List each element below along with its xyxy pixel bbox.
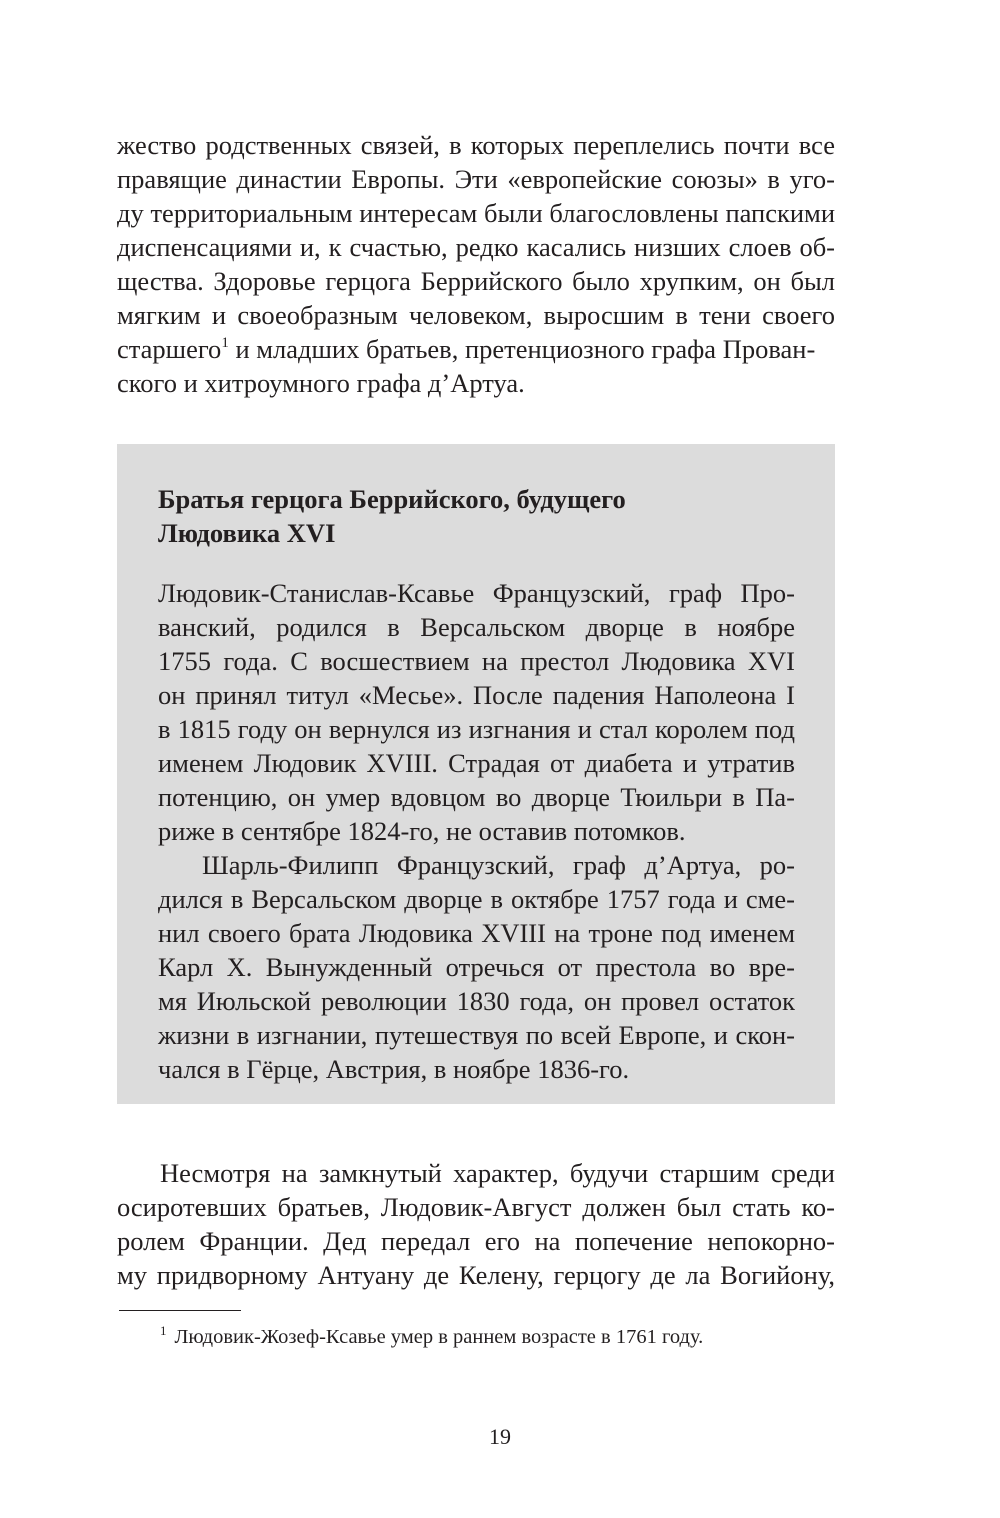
text-line: он принял титул «Месье». После падения Наполеона I bbox=[158, 680, 795, 710]
text-line: ванский, родился в Версальском дворце в ноябре bbox=[158, 612, 795, 642]
text-line: жество родственных связей, в которых переплелись почти все bbox=[117, 130, 835, 160]
text-line: диспенсациями и, к счастью, редко касались низших слоев об- bbox=[117, 232, 835, 262]
text-line: правящие династии Европы. Эти «европейские союзы» в уго- bbox=[117, 164, 835, 194]
text-fragment: и младших братьев, претенциозного графа Прован- bbox=[228, 334, 816, 364]
text-line: именем Людовик XVIII. Страдая от диабета и утратив bbox=[158, 748, 795, 778]
page-number: 19 bbox=[489, 1424, 511, 1449]
text-line: щества. Здоровье герцога Беррийского было хрупким, он был bbox=[117, 266, 835, 296]
text-line: осиротевших братьев, Людовик-Август должен был стать ко- bbox=[117, 1192, 835, 1222]
text-line: дился в Версальском дворце в октябре 1757 года и сме- bbox=[158, 884, 795, 914]
footnote-text: Людовик-Жозеф-Ксавье умер в раннем возрасте в 1761 году. bbox=[174, 1326, 704, 1348]
text-line: ролем Франции. Дед передал его на попечение непокорно- bbox=[117, 1226, 835, 1256]
text-line: му придворному Антуану де Келену, герцогу де ла Вогийону, bbox=[117, 1260, 835, 1290]
text-line bbox=[117, 332, 835, 366]
footnote-mark: 1 bbox=[160, 1323, 167, 1338]
text-line: потенцию, он умер вдовцом во дворце Тюильри в Па- bbox=[158, 782, 795, 812]
text-line: жизни в изгнании, путешествуя по всей Европе, и скон- bbox=[158, 1020, 795, 1050]
text-line: риже в сентябре 1824-го, не оставив потомков. bbox=[158, 816, 686, 846]
text-line: в 1815 году он вернулся из изгнания и стал королем под bbox=[158, 714, 795, 744]
text-line: Несмотря на замкнутый характер, будучи старшим среди bbox=[160, 1158, 835, 1188]
sidebar-heading-line: Братья герцога Беррийского, будущего bbox=[158, 484, 626, 514]
sidebar-heading-line: Людовика XVI bbox=[158, 518, 336, 548]
text-line: ду территориальным интересам были благословлены папскими bbox=[117, 198, 835, 228]
text-line: нил своего брата Людовика XVIII на троне под именем bbox=[158, 918, 795, 948]
text-line: Шарль-Филипп Французский, граф д’Артуа, ро- bbox=[202, 850, 795, 880]
text-line: 1755 года. С восшествием на престол Людовика XVI bbox=[158, 646, 795, 676]
text-line: Людовик-Станислав-Ксавье Французский, граф Про- bbox=[158, 578, 795, 608]
text-line: Карл X. Вынужденный отречься от престола во вре- bbox=[158, 952, 795, 982]
text-fragment: старшего bbox=[117, 334, 222, 364]
text-line: мягким и своеобразным человеком, выросшим в тени своего bbox=[117, 300, 835, 330]
text-line: мя Июльской революции 1830 года, он провел остаток bbox=[158, 986, 795, 1016]
footnote-reference[interactable]: 1 bbox=[221, 335, 229, 351]
text-line: ского и хитроумного графа д’Артуа. bbox=[117, 368, 525, 398]
footnote-divider bbox=[119, 1310, 241, 1311]
footnote bbox=[160, 1323, 840, 1351]
text-line: чался в Гёрце, Австрия, в ноябре 1836-го. bbox=[158, 1054, 630, 1084]
